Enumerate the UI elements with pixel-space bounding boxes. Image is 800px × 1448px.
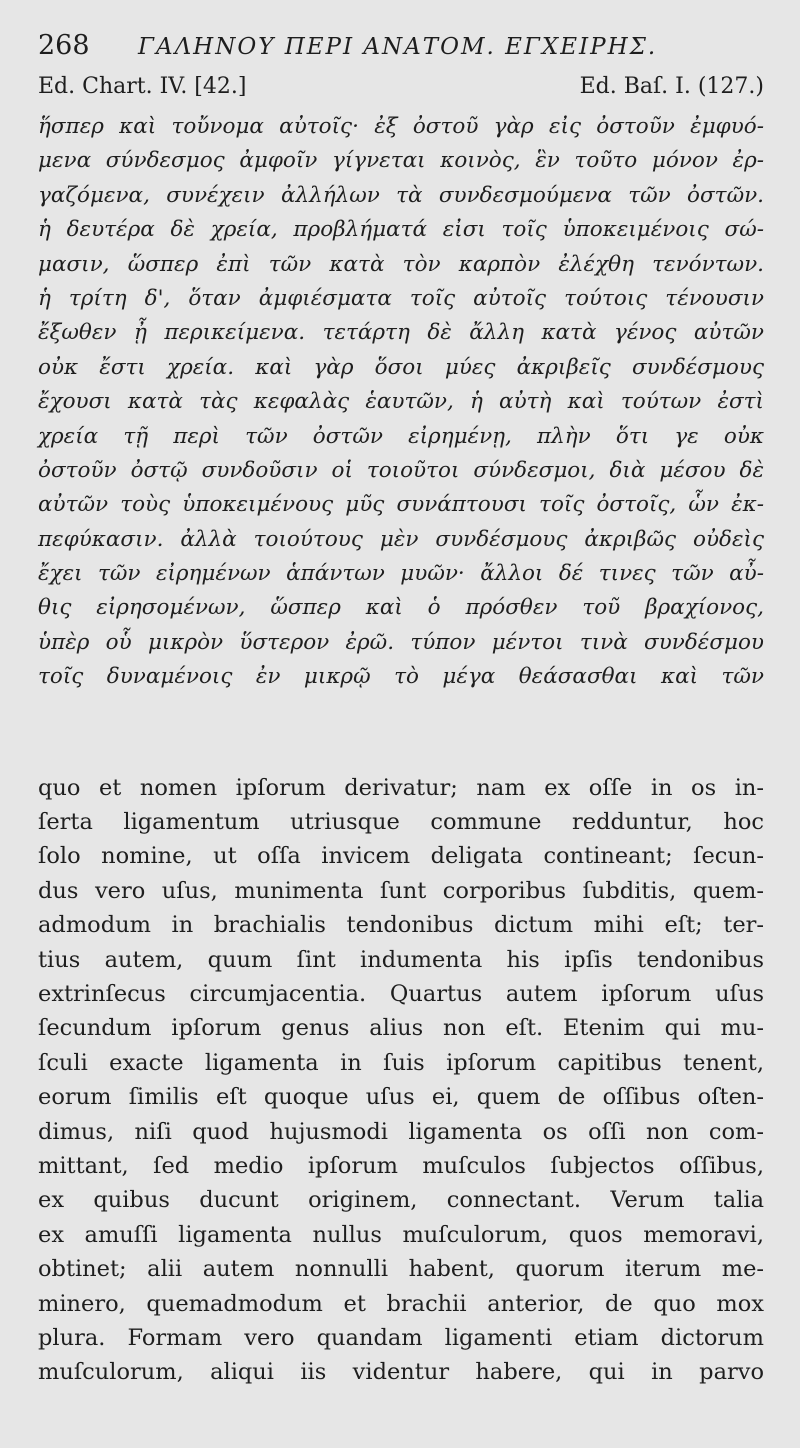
latin-text-line: quo et nomen ipſorum derivatur; nam ex oſſe in os in- [38,774,764,801]
running-head [38,30,764,70]
latin-text-line: dus vero uſus, munimenta ſunt corporibus ſubditis, quem- [38,877,764,904]
latin-text-line: dimus, niſi quod hujusmodi ligamenta os oſſi non com- [38,1118,764,1145]
page-number: 268 [38,30,90,61]
latin-text-line: plura. Formam vero quandam ligamenti etiam dictorum [38,1324,764,1351]
edition-ref-chart: Ed. Chart. IV. [42.] [38,74,247,99]
latin-text-line: muſculorum, aliqui iis videntur habere, qui in parvo [38,1359,764,1386]
greek-text-line: ὀστοῦν ὀστῷ συνδοῦσιν οἱ τοιοῦτοι σύνδεσμοι, διὰ μέσου δὲ [38,457,764,483]
greek-text-line: τοῖς δυναμένοις ἐν μικρῷ τὸ μέγα θεάσασθαι καὶ τῶν [38,664,764,690]
latin-text-line: ſecundum ipſorum genus alius non eſt. Etenim qui mu- [38,1015,764,1042]
latin-text-line: ſculi exacte ligamenta in ſuis ipſorum capitibus tenent, [38,1049,764,1076]
latin-text-line: minero, quemadmodum et brachii anterior, de quo mox [38,1290,764,1317]
latin-text-block [38,771,764,1390]
latin-text-line: mittant, ſed medio ipſorum muſculos ſubjectos oſſibus, [38,1152,764,1179]
latin-text-line: ſolo nomine, ut oſſa invicem deligata contineant; ſecun- [38,843,764,870]
greek-text-block [38,110,764,695]
latin-text-line: obtinet; alii autem nonnulli habent, quorum iterum me- [38,1256,764,1283]
latin-text-line: ex quibus ducunt originem, connectant. Verum talia [38,1187,764,1214]
edition-ref-bas: Ed. Baſ. I. (127.) [579,74,764,99]
latin-text-line: ex amuſſi ligamenta nullus muſculorum, quos memoravi, [38,1221,764,1248]
latin-text-line: ſerta ligamentum utriusque commune redduntur, hoc [38,809,764,836]
greek-text-line: οὐκ ἔστι χρεία. καὶ γὰρ ὅσοι μύες ἀκριβεῖς συνδέσμους [38,354,764,380]
latin-text-line: admodum in brachialis tendonibus dictum mihi eſt; ter- [38,912,764,939]
greek-text-line: γαζόμενα, συνέχειν ἀλλήλων τὰ συνδεσμούμενα τῶν ὀστῶν. [38,182,764,208]
edition-references [38,74,764,108]
greek-text-line: μενα σύνδεσμος ἀμφοῖν γίγνεται κοινὸς, ἓν τοῦτο μόνον ἐρ- [38,148,764,174]
greek-text-line: ἔξωθεν ᾖ περικείμενα. τετάρτη δὲ ἄλλη κατὰ γένος αὐτῶν [38,320,764,346]
greek-text-line: θις εἰρησομένων, ὥσπερ καὶ ὁ πρόσθεν τοῦ βραχίονος, [38,595,764,621]
greek-text-line: ἔχουσι κατὰ τὰς κεφαλὰς ἑαυτῶν, ἡ αὐτὴ καὶ τούτων ἐστὶ [38,389,764,415]
greek-text-line: πεφύκασιν. ἀλλὰ τοιούτους μὲν συνδέσμους ἀκριβῶς οὐδεὶς [38,526,764,552]
latin-text-line: extrinſecus circumjacentia. Quartus autem ipſorum uſus [38,980,764,1007]
greek-text-line: χρεία τῇ περὶ τῶν ὀστῶν εἰρημένῃ, πλὴν ὅτι γε οὐκ [38,423,764,449]
greek-text-line: μασιν, ὥσπερ ἐπὶ τῶν κατὰ τὸν καρπὸν ἐλέχθη τενόντων. [38,251,764,277]
running-title: ΓΑΛΗΝΟΥ ΠΕΡΙ ΑΝΑΤΟΜ. ΕΓΧΕΙΡΗΣ. [138,34,658,60]
latin-text-line: tius autem, quum ſint indumenta his ipſis tendonibus [38,946,764,973]
greek-text-line: αὐτῶν τοὺς ὑποκειμένους μῦς συνάπτουσι τοῖς ὀστοῖς, ὧν ἐκ- [38,492,764,518]
greek-text-line: ἔχει τῶν εἰρημένων ἁπάντων μυῶν· ἄλλοι δέ τινες τῶν αὖ- [38,561,764,587]
greek-text-line: ἡ δευτέρα δὲ χρεία, προβλήματά εἰσι τοῖς ὑποκειμένοις σώ- [38,217,764,243]
greek-text-line: ἥσπερ καὶ τοὔνομα αὐτοῖς· ἐξ ὀστοῦ γὰρ εἰς ὀστοῦν ἐμφυό- [38,114,764,139]
greek-text-line: ἡ τρίτη δ', ὅταν ἀμφιέσματα τοῖς αὐτοῖς τούτοις τένουσιν [38,285,764,311]
greek-text-line: ὑπὲρ οὗ μικρὸν ὕστερον ἐρῶ. τύπον μέντοι τινὰ συνδέσμου [38,629,764,655]
latin-text-line: eorum ſimilis eſt quoque uſus ei, quem de oſſibus oſten- [38,1084,764,1111]
